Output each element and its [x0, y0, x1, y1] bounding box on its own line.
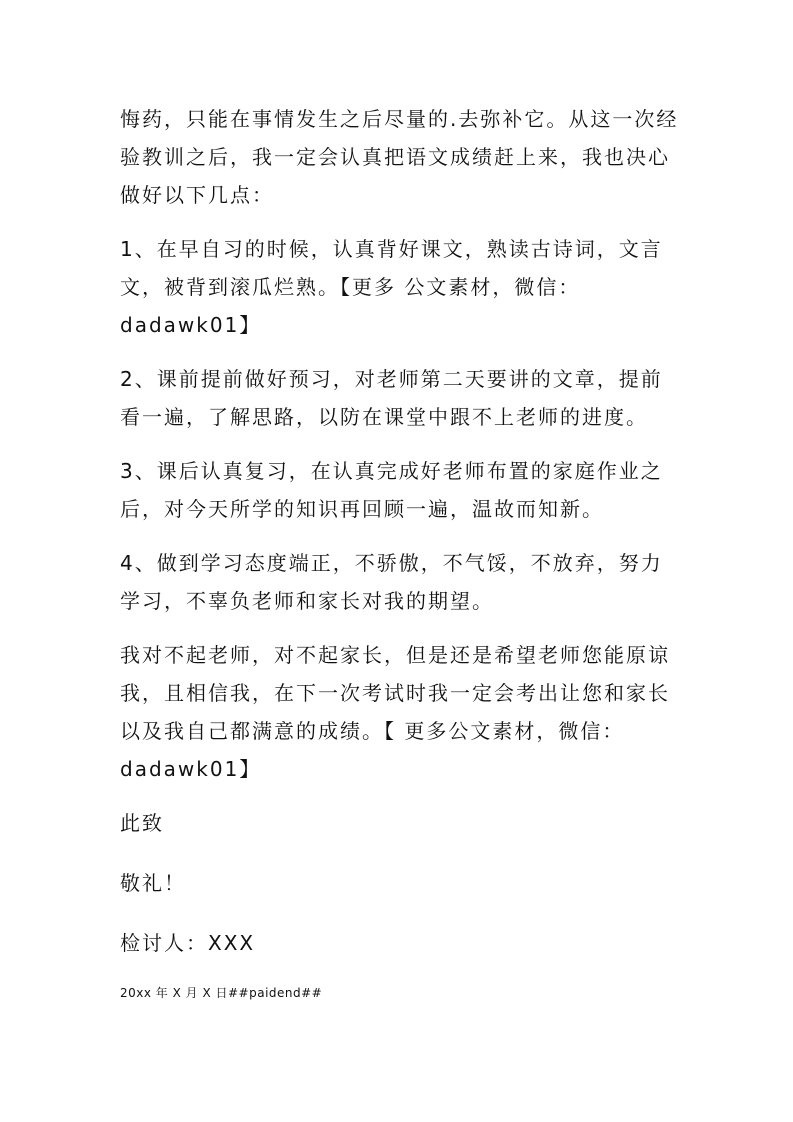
- closing-salutation: 此致: [120, 811, 164, 835]
- paragraph-point-1: 1、在早自习的时候，认真背好课文，熟读古诗词，文言文，被背到滚瓜烂熟。【更多 公文素材，微信：dadawk01】: [120, 237, 663, 337]
- paragraph-apology: 我对不起老师，对不起家长，但是还是希望老师您能原谅我，且相信我，在下一次考试时我一定会考出让您和家长以及我自己都满意的成绩。【 更多公文素材，微信：dadawk01】: [120, 643, 670, 781]
- paragraph-regret: 悔药，只能在事情发生之后尽量的.去弥补它。从这一次经验教训之后，我一定会认真把语文成绩赶上来，我也决心做好以下几点：: [120, 107, 679, 207]
- closing-respect: 敬礼！: [120, 871, 186, 895]
- date-line: 20xx 年 X 月 X 日##paidend##: [120, 986, 323, 1000]
- document-body: [120, 100, 680, 1002]
- paragraph-point-2: 2、课前提前做好预习，对老师第二天要讲的文章，提前看一遍，了解思路，以防在课堂中跟不上老师的进度。: [120, 367, 663, 429]
- signature-line: 检讨人：XXX: [120, 931, 256, 955]
- paragraph-point-4: 4、做到学习态度端正，不骄傲，不气馁，不放弃，努力学习，不辜负老师和家长对我的期望。: [120, 551, 663, 613]
- paragraph-point-3: 3、课后认真复习，在认真完成好老师布置的家庭作业之后，对今天所学的知识再回顾一遍，温故而知新。: [120, 459, 663, 521]
